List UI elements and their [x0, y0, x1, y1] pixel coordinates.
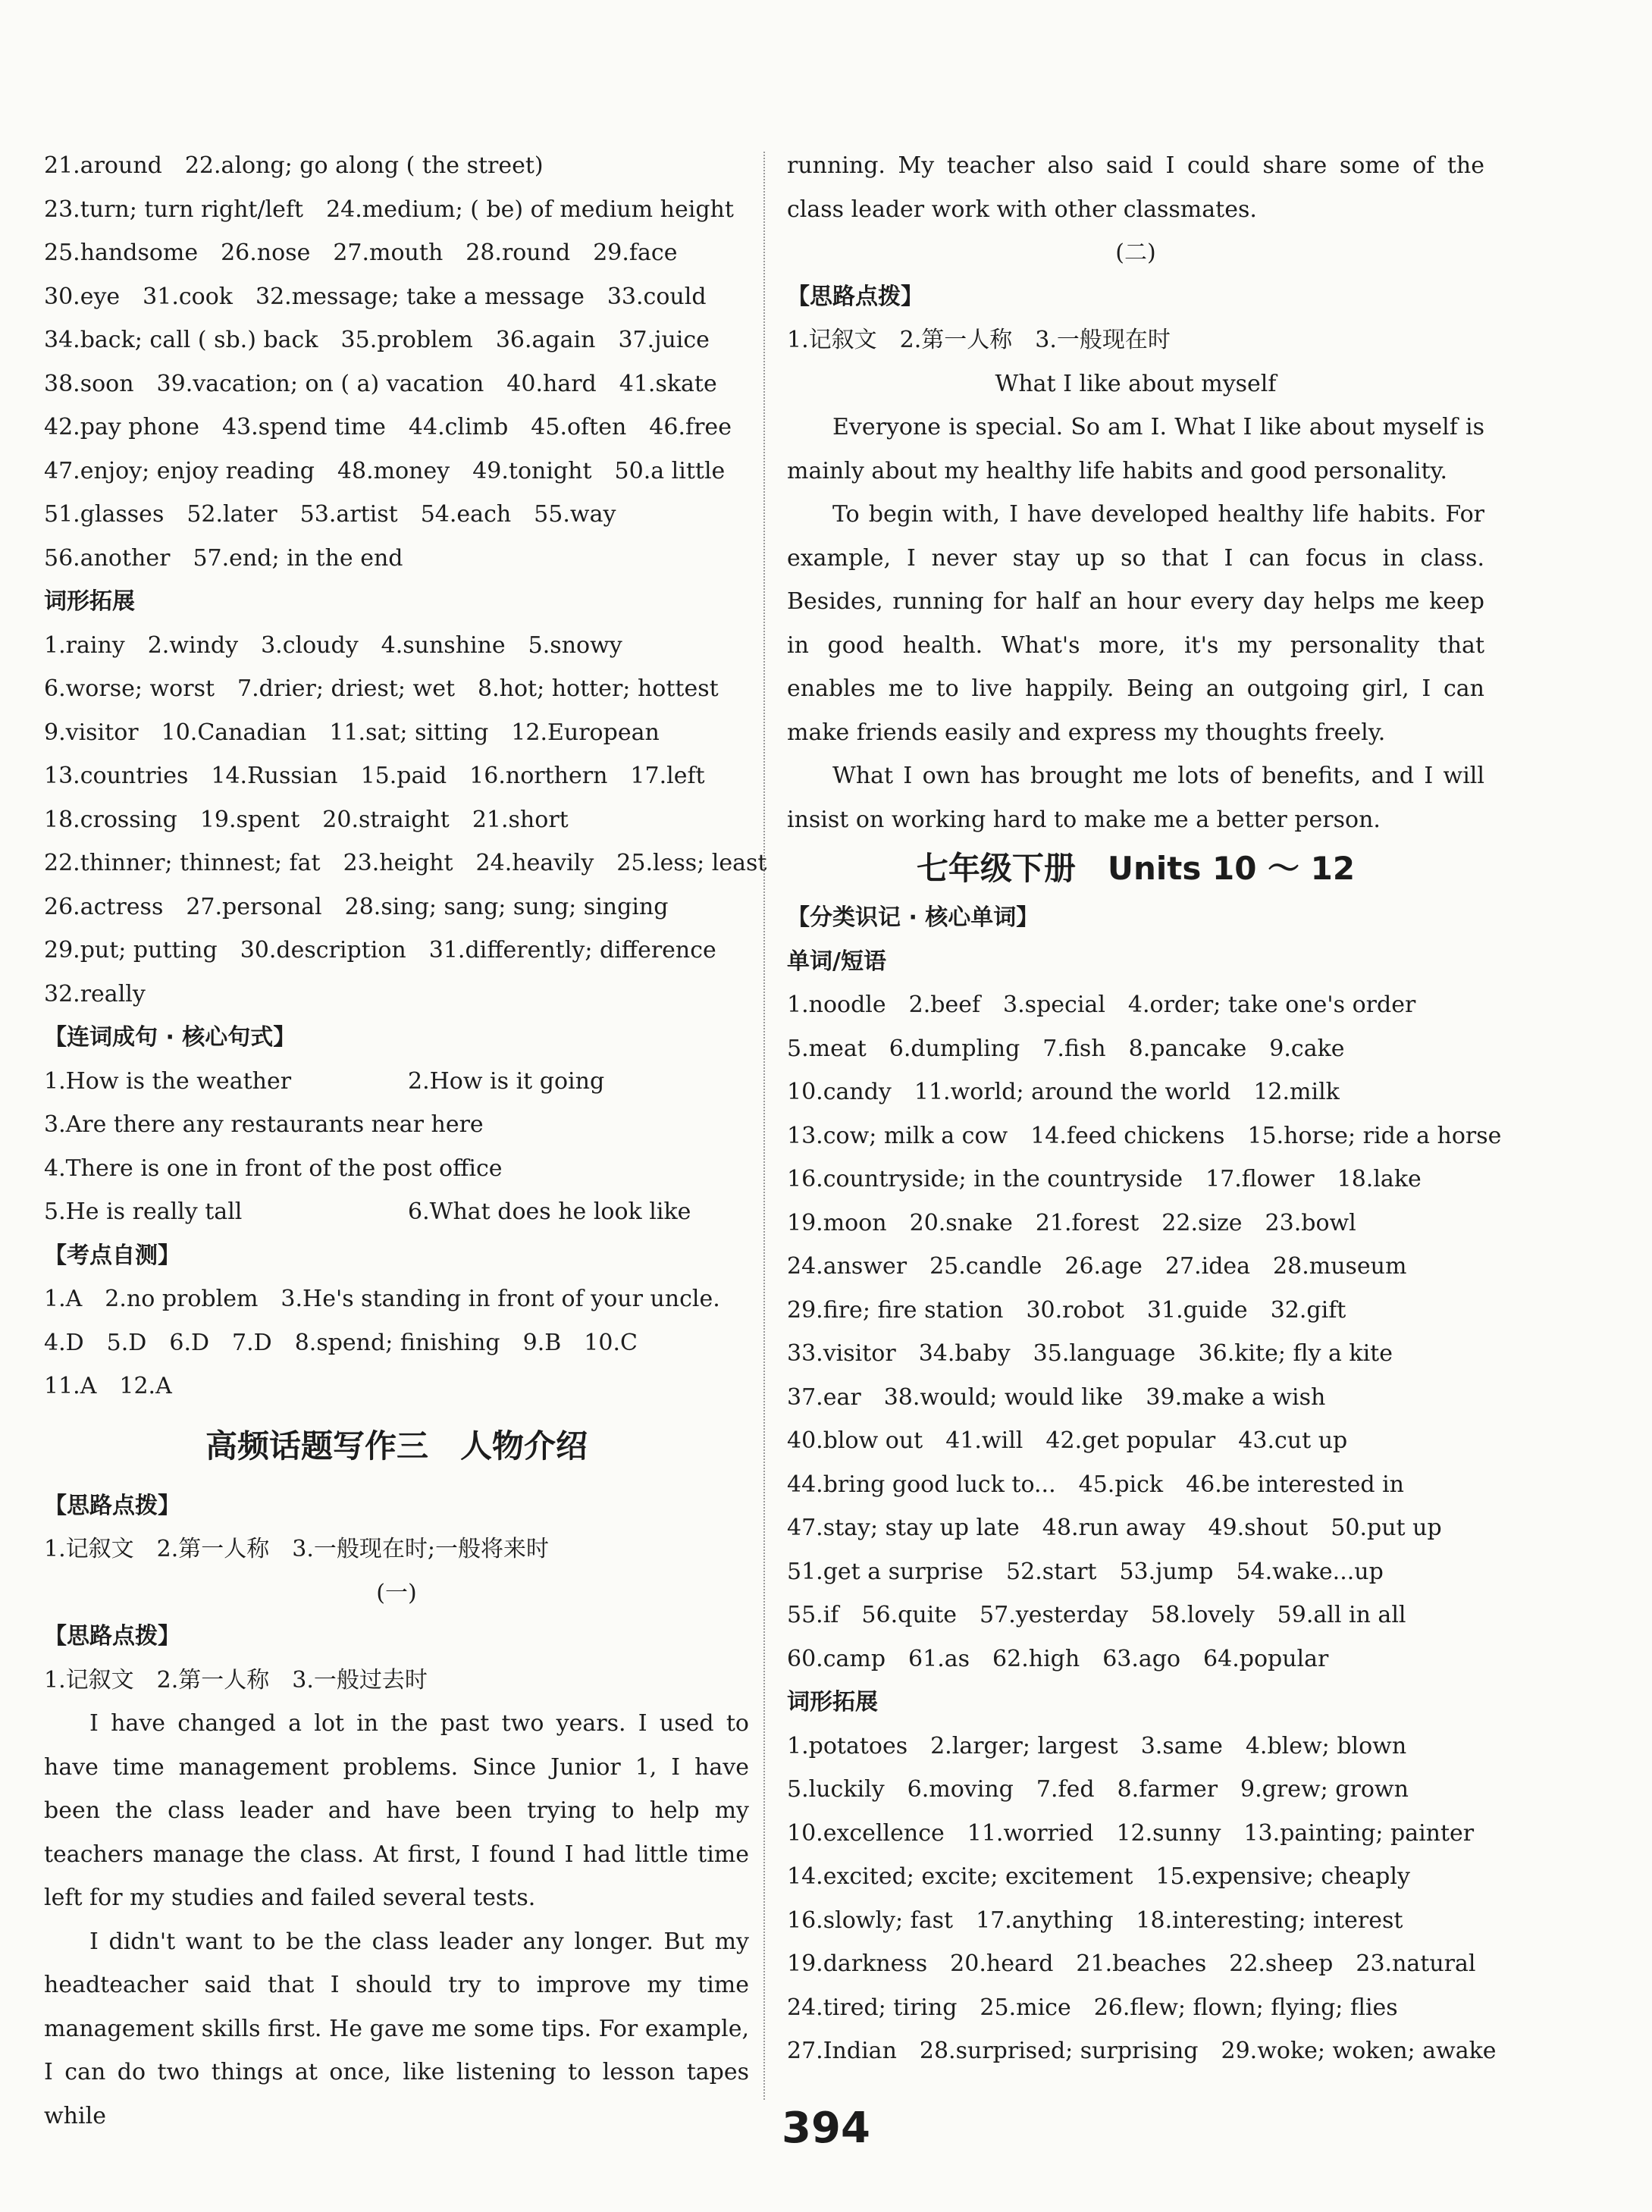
right-wordform-line: 5.luckily 6.moving 7.fed 8.farmer 9.grew; grown — [787, 1776, 1409, 1803]
left-vocab-line: 42.pay phone 43.spend time 44.climb 45.often 46.free — [44, 414, 732, 440]
left-wordform-line: 26.actress 27.personal 28.sing; sang; sung; singing — [44, 893, 669, 920]
right-vocab-line: 13.cow; milk a cow 14.feed chickens 15.horse; ride a horse — [787, 1122, 1502, 1149]
left-column — [44, 144, 767, 2138]
left-vocab-line: 30.eye 31.cook 32.message; take a message 33.could — [44, 283, 707, 310]
right-vocab-line: 29.fire; fire station 30.robot 31.guide 32.gift — [787, 1296, 1346, 1324]
essay2-paragraph-1: Everyone is special. So am I. What I like about myself is mainly about my healthy life habits and good personality. — [787, 414, 1484, 484]
part-two-label: (二) — [1115, 240, 1156, 266]
right-vocab-line: 19.moon 20.snake 21.forest 22.size 23.bowl — [787, 1209, 1356, 1236]
sentence-item: 6.What does he look like — [408, 1198, 691, 1225]
right-wordform-line: 19.darkness 20.heard 21.beaches 22.sheep 23.natural — [787, 1950, 1476, 1977]
sentence-item: 5.He is really tall — [44, 1198, 243, 1225]
right-vocab-line: 37.ear 38.would; would like 39.make a wish — [787, 1383, 1326, 1411]
sentence-item: 2.How is it going — [408, 1067, 605, 1095]
right-vocab-line: 55.if 56.quite 57.yesterday 58.lovely 59.all in all — [787, 1602, 1406, 1628]
left-wordform-line: 13.countries 14.Russian 15.paid 16.northern 17.left — [44, 763, 705, 789]
sentence-list — [44, 1060, 749, 1234]
essay1-paragraph-2: I didn't want to be the class leader any longer. But my headteacher said that I should try to improve my time management skills first. He gave me some tips. For example, I can do two things at once, like listening to lesson tapes while — [44, 1928, 749, 2129]
tips-1: 1.记叙文 2.第一人称 3.一般现在时;一般将来时 — [44, 1536, 549, 1562]
left-vocab-line: 38.soon 39.vacation; on ( a) vacation 40.hard 41.skate — [44, 370, 717, 397]
left-vocab-line: 21.around 22.along; go along ( the street) — [44, 152, 544, 179]
test-answer-line: 1.A 2.no problem 3.He's standing in front of your uncle. — [44, 1286, 720, 1312]
right-vocab-list — [787, 983, 1502, 1681]
right-vocab-line: 10.candy 11.world; around the world 12.milk — [787, 1079, 1340, 1105]
sentence-row — [44, 1190, 749, 1234]
sentence-row — [44, 1103, 749, 1147]
left-wordform-line: 29.put; putting 30.description 31.differently; difference — [44, 937, 716, 963]
right-vocab-line: 1.noodle 2.beef 3.special 4.order; take one's order — [787, 992, 1416, 1018]
test-answer-line: 4.D 5.D 6.D 7.D 8.spend; finishing 9.B 10.C — [44, 1329, 638, 1356]
left-wordform-line: 32.really — [44, 980, 146, 1007]
right-vocab-line: 5.meat 6.dumpling 7.fish 8.pancake 9.cake — [787, 1035, 1345, 1062]
right-wordform-line: 10.excellence 11.worried 12.sunny 13.painting; painter — [787, 1819, 1475, 1847]
left-vocab-line: 56.another 57.end; in the end — [44, 544, 403, 572]
right-wordform-list — [787, 1725, 1497, 2073]
tips-heading-3: 【思路点拨】 — [787, 283, 923, 310]
left-wordform-line: 18.crossing 19.spent 20.straight 21.short — [44, 806, 569, 833]
right-vocab-line: 44.bring good luck to... 45.pick 46.be interested in — [787, 1471, 1404, 1498]
left-wordform-line: 1.rainy 2.windy 3.cloudy 4.sunshine 5.snowy — [44, 631, 622, 659]
test-answer-line: 11.A 12.A — [44, 1373, 172, 1399]
right-vocab-line: 51.get a surprise 52.start 53.jump 54.wake...up — [787, 1558, 1384, 1585]
tips-3: 1.记叙文 2.第一人称 3.一般现在时 — [787, 327, 1171, 353]
right-wordform-line: 14.excited; excite; excitement 15.expensive; cheaply — [787, 1863, 1410, 1890]
sentence-item: 1.How is the weather — [44, 1067, 292, 1095]
left-vocab-line: 51.glasses 52.later 53.artist 54.each 55.way — [44, 501, 616, 528]
right-column — [787, 144, 1502, 2073]
right-vocab-line: 16.countryside; in the countryside 17.flower 18.lake — [787, 1166, 1422, 1192]
left-wordform-line: 9.visitor 10.Canadian 11.sat; sitting 12.European — [44, 719, 660, 746]
essay2-paragraph-3: What I own has brought me lots of benefits, and I will insist on working hard to make me a better person. — [787, 763, 1484, 833]
essay1-paragraph-1: I have changed a lot in the past two years. I used to have time management problems. Since Junior 1, I have been the class leader and have been trying to help my teachers manage the class. At first, I found I had little time left for my studies and failed several tests. — [44, 1710, 749, 1911]
test-heading: 【考点自测】 — [44, 1242, 180, 1269]
left-wordform-line: 22.thinner; thinnest; fat 23.height 24.heavily 25.less; least — [44, 850, 767, 876]
wordform-heading-left: 词形拓展 — [44, 588, 135, 615]
test-answer-list — [44, 1277, 749, 1408]
column-divider — [763, 152, 765, 2100]
sentence-row — [44, 1060, 749, 1104]
vocab-heading: 【分类识记 · 核心单词】 — [787, 904, 1039, 931]
unit-title: 七年级下册 Units 10 ～ 12 — [916, 850, 1356, 887]
essay2-paragraph-2: To begin with, I have developed healthy life habits. For example, I never stay up so that I can focus in class. Besides, running for half an hour every day helps me keep in good health. What's more, it's my personality that enables me to live happily. Being an outgoing girl, I can make friends easily and express my thoughts freely. — [787, 501, 1484, 746]
sentence-item: 3.Are there any restaurants near here — [44, 1111, 484, 1138]
right-vocab-line: 60.camp 61.as 62.high 63.ago 64.popular — [787, 1645, 1329, 1672]
left-wordform-line: 6.worse; worst 7.drier; driest; wet 8.hot; hotter; hottest — [44, 675, 719, 702]
wordform-heading-right: 词形拓展 — [787, 1689, 878, 1715]
left-vocab-line: 34.back; call ( sb.) back 35.problem 36.again 37.juice — [44, 327, 710, 353]
right-vocab-line: 33.visitor 34.baby 35.language 36.kite; fly a kite — [787, 1340, 1393, 1367]
right-vocab-line: 40.blow out 41.will 42.get popular 43.cut up — [787, 1427, 1348, 1454]
right-wordform-line: 16.slowly; fast 17.anything 18.interesting; interest — [787, 1907, 1403, 1934]
sentence-item: 4.There is one in front of the post office — [44, 1155, 503, 1182]
left-vocab-line: 23.turn; turn right/left 24.medium; ( be) of medium height — [44, 196, 734, 223]
tips-heading-2: 【思路点拨】 — [44, 1623, 180, 1650]
right-vocab-line: 47.stay; stay up late 48.run away 49.shout 50.put up — [787, 1515, 1442, 1541]
left-wordform-list — [44, 624, 767, 1017]
tips-heading-1: 【思路点拨】 — [44, 1492, 180, 1519]
left-vocab-line: 47.enjoy; enjoy reading 48.money 49.tonight 50.a little — [44, 457, 726, 484]
sentence-row — [44, 1147, 749, 1191]
left-vocab-line: 25.handsome 26.nose 27.mouth 28.round 29.face — [44, 240, 678, 266]
right-wordform-line: 24.tired; tiring 25.mice 26.flew; flown; flying; flies — [787, 1994, 1398, 2021]
page-number: 394 — [782, 2104, 870, 2153]
right-wordform-line: 27.Indian 28.surprised; surprising 29.woke; woken; awake — [787, 2038, 1497, 2064]
part-one-label: (一) — [376, 1579, 417, 1606]
right-vocab-line: 24.answer 25.candle 26.age 27.idea 28.museum — [787, 1253, 1407, 1280]
sentence-heading: 【连词成句 · 核心句式】 — [44, 1024, 296, 1051]
essay1-continuation: running. My teacher also said I could share some of the class leader work with other classmates. — [787, 152, 1484, 223]
right-wordform-line: 1.potatoes 2.larger; largest 3.same 4.blew; blown — [787, 1732, 1407, 1759]
word-heading: 单词/短语 — [787, 948, 886, 975]
essay2-title: What I like about myself — [995, 370, 1277, 397]
writing-title: 高频话题写作三 人物介绍 — [205, 1427, 588, 1465]
tips-2: 1.记叙文 2.第一人称 3.一般过去时 — [44, 1666, 428, 1693]
left-vocab-list — [44, 144, 749, 580]
